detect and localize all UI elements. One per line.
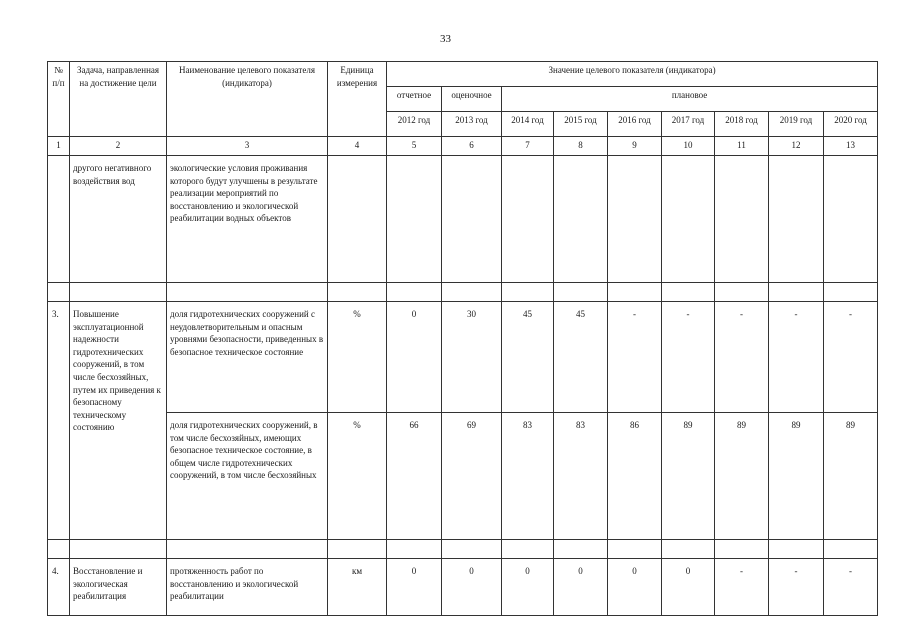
header-year: 2020 год [824,112,878,137]
row-task: Восстановление и экологическая реабилитация [70,559,167,616]
row-num [48,156,70,283]
row-indicator: экологические условия проживания которого будут улучшены в результате реализации мероприятий по восстановлению и экологической реабилитации водных объектов [167,156,328,283]
header-year: 2016 год [608,112,662,137]
row-value: 0 [662,559,715,616]
row-value: 0 [502,559,554,616]
row-unit [328,156,387,283]
row-value [662,156,715,283]
row-unit: км [328,559,387,616]
column-index: 12 [769,137,824,156]
row-value [554,156,608,283]
header-reported: отчетное [387,87,442,112]
row-value: 89 [824,413,878,540]
row-value: - [769,302,824,413]
header-year: 2015 год [554,112,608,137]
row-value: 45 [554,302,608,413]
row-value: 0 [387,302,442,413]
header-year: 2012 год [387,112,442,137]
row-num: 4. [48,559,70,616]
header-year: 2013 год [442,112,502,137]
row-value: 83 [554,413,608,540]
row-value [715,156,769,283]
row-value: 83 [502,413,554,540]
header-num: № п/п [48,62,70,137]
row-value [502,156,554,283]
table-row [48,413,878,540]
row-indicator: доля гидротехнических сооружений, в том числе бесхозяйных, имеющих безопасное техническое состояние, в общем числе гидротехнических сооружений, в том числе бесхозяйных [167,413,328,540]
column-index: 8 [554,137,608,156]
row-value: 0 [442,559,502,616]
row-value: - [662,302,715,413]
column-index: 13 [824,137,878,156]
row-value: - [715,302,769,413]
row-value: - [608,302,662,413]
column-index: 9 [608,137,662,156]
row-value: 0 [387,559,442,616]
page-number: 33 [440,33,451,45]
header-estimated: оценочное [442,87,502,112]
row-value: 66 [387,413,442,540]
header-year: 2019 год [769,112,824,137]
row-value [387,156,442,283]
row-value: - [769,559,824,616]
header-task: Задача, направленная на достижение цели [70,62,167,137]
row-task: другого негативного воздействия вод [70,156,167,283]
row-unit: % [328,302,387,413]
header-year: 2014 год [502,112,554,137]
row-value [824,156,878,283]
row-task: Повышение эксплуатационной надежности гидротехнических сооружений, в том числе бесхозяйных, путем их приведения к безопасному техническому состоянию [70,302,167,540]
header-year: 2017 год [662,112,715,137]
row-value [769,156,824,283]
header-values: Значение целевого показателя (индикатора) [387,62,878,87]
header-indicator: Наименование целевого показателя (индикатора) [167,62,328,137]
row-value: 86 [608,413,662,540]
column-index: 1 [48,137,70,156]
header-unit: Единица измерения [328,62,387,137]
row-value: - [715,559,769,616]
column-index: 5 [387,137,442,156]
row-indicator: протяженность работ по восстановлению и экологической реабилитации [167,559,328,616]
header-planned: плановое [502,87,878,112]
table-row [48,559,878,616]
table-row [48,302,878,413]
row-num: 3. [48,302,70,540]
column-index: 4 [328,137,387,156]
header-year: 2018 год [715,112,769,137]
column-index: 3 [167,137,328,156]
row-indicator: доля гидротехнических сооружений с неудовлетворительным и опасным уровнями безопасности, приведенных в безопасное техническое состояние [167,302,328,413]
indicators-table [47,61,878,616]
row-value: 89 [715,413,769,540]
column-index: 7 [502,137,554,156]
column-index: 10 [662,137,715,156]
row-value: 0 [608,559,662,616]
row-value: 0 [554,559,608,616]
row-value: 89 [769,413,824,540]
row-unit: % [328,413,387,540]
column-index: 11 [715,137,769,156]
column-index: 2 [70,137,167,156]
table-row [48,156,878,283]
row-value: 45 [502,302,554,413]
row-value [442,156,502,283]
row-value: 89 [662,413,715,540]
column-index: 6 [442,137,502,156]
row-value: - [824,302,878,413]
row-value: - [824,559,878,616]
row-value: 69 [442,413,502,540]
row-value [608,156,662,283]
row-value: 30 [442,302,502,413]
